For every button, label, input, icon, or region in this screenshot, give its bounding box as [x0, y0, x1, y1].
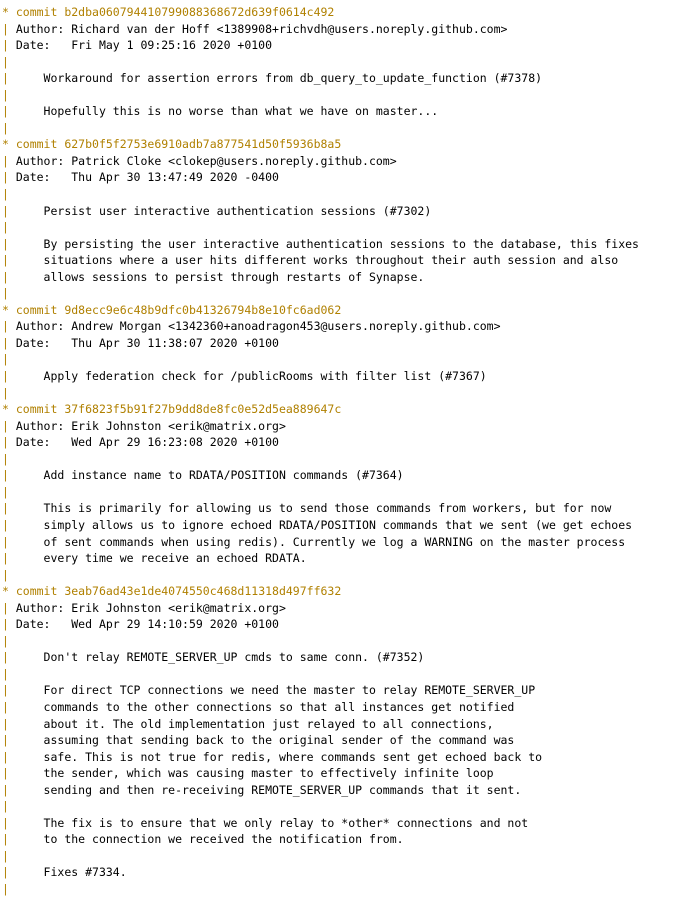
- commit-meta-line: [0, 21, 692, 38]
- graph-edge: |: [2, 335, 16, 350]
- commit-body-line: [0, 749, 692, 766]
- commit-hash: 3eab76ad43e1de4074550c468d11318d497ff632: [57, 584, 342, 599]
- commit-body-text: Fixes #7334.: [15, 865, 127, 880]
- commit-meta-line: [0, 616, 692, 633]
- commit-body-line: [0, 87, 692, 104]
- graph-edge: |: [2, 435, 16, 450]
- commit-meta-text: Date: Wed Apr 29 16:23:08 2020 +0100: [15, 435, 279, 450]
- commit-meta-line: [0, 600, 692, 617]
- commit-body-line: [0, 186, 692, 203]
- graph-edge: |: [2, 683, 16, 698]
- commit-body-text: safe. This is not true for redis, where commands sent get echoed back to: [15, 749, 543, 764]
- commit-body-line: [0, 451, 692, 468]
- commit-meta-line: [0, 418, 692, 435]
- commit-body-text: about it. The old implementation just relayed to all connections,: [15, 716, 494, 731]
- commit-body-text: of sent commands when using redis). Currently we log a WARNING on the master process: [15, 534, 626, 549]
- graph-edge: |: [2, 501, 16, 516]
- commit-body-text: This is primarily for allowing us to send those commands from workers, but for now: [15, 501, 612, 516]
- commit-keyword: commit: [15, 402, 58, 417]
- graph-commit-marker: *: [2, 137, 16, 152]
- graph-edge: |: [2, 187, 16, 202]
- commit-meta-text: Date: Wed Apr 29 14:10:59 2020 +0100: [15, 617, 279, 632]
- graph-edge: |: [2, 220, 16, 235]
- graph-edge: |: [2, 699, 16, 714]
- commit-body-text: the sender, which was causing master to effectively infinite loop: [15, 766, 494, 781]
- commit-meta-text: Author: Erik Johnston <erik@matrix.org>: [15, 418, 286, 433]
- commit-hash: 9d8ecc9e6c48b9dfc0b41326794b8e10fc6ad062: [57, 302, 342, 317]
- commit-body-line: [0, 550, 692, 567]
- commit-body-text: Persist user interactive authentication sessions (#7302): [15, 203, 432, 218]
- graph-edge: |: [2, 71, 16, 86]
- graph-edge: |: [2, 269, 16, 284]
- graph-edge: |: [2, 369, 16, 384]
- commit-body-text: every time we receive an echoed RDATA.: [15, 551, 307, 566]
- commit-body-line: [0, 236, 692, 253]
- commit-body-line: [0, 765, 692, 782]
- graph-commit-marker: *: [2, 302, 16, 317]
- commit-meta-text: Date: Thu Apr 30 11:38:07 2020 +0100: [15, 335, 279, 350]
- graph-edge: |: [2, 567, 16, 582]
- commit-body-line: [0, 385, 692, 402]
- commit-body-line: [0, 864, 692, 881]
- commit-body-line: [0, 517, 692, 534]
- graph-edge: |: [2, 766, 16, 781]
- commit-body-line: [0, 831, 692, 848]
- graph-edge: |: [2, 650, 16, 665]
- graph-edge: |: [2, 815, 16, 830]
- commit-keyword: commit: [15, 5, 58, 19]
- commit-body-text: Don't relay REMOTE_SERVER_UP cmds to same conn. (#7352): [15, 650, 425, 665]
- commit-body-line: [0, 881, 692, 898]
- commit-body-text: Workaround for assertion errors from db_query_to_update_function (#7378): [15, 71, 543, 86]
- graph-commit-marker: *: [2, 5, 16, 19]
- graph-edge: |: [2, 104, 16, 119]
- graph-edge: |: [2, 551, 16, 566]
- commit-body-line: [0, 54, 692, 71]
- graph-edge: |: [2, 848, 16, 863]
- commit-line: [0, 583, 692, 600]
- commit-body-text: By persisting the user interactive authentication sessions to the database, this fixes: [15, 236, 639, 251]
- commit-body-text: For direct TCP connections we need the master to relay REMOTE_SERVER_UP: [15, 683, 536, 698]
- graph-edge: |: [2, 881, 16, 896]
- graph-edge: |: [2, 120, 16, 135]
- commit-body-text: to the connection we received the notification from.: [15, 832, 404, 847]
- graph-edge: |: [2, 749, 16, 764]
- graph-edge: |: [2, 286, 16, 301]
- graph-edge: |: [2, 534, 16, 549]
- commit-body-line: [0, 269, 692, 286]
- graph-edge: |: [2, 21, 16, 36]
- commit-body-text: simply allows us to ignore echoed RDATA/POSITION commands that we sent (we get echoes: [15, 517, 633, 532]
- commit-meta-line: [0, 37, 692, 54]
- commit-body-line: [0, 467, 692, 484]
- commit-line: [0, 302, 692, 319]
- commit-body-line: [0, 815, 692, 832]
- graph-edge: |: [2, 484, 16, 499]
- commit-meta-text: Date: Thu Apr 30 13:47:49 2020 -0400: [15, 170, 279, 185]
- commit-body-line: [0, 716, 692, 733]
- graph-edge: |: [2, 352, 16, 367]
- graph-edge: |: [2, 418, 16, 433]
- commit-meta-text: Author: Andrew Morgan <1342360+anoadragon453@users.noreply.github.com>: [15, 319, 501, 334]
- commit-body-line: [0, 103, 692, 120]
- commit-body-line: [0, 252, 692, 269]
- commit-meta-line: [0, 318, 692, 335]
- commit-meta-line: [0, 169, 692, 186]
- graph-edge: |: [2, 832, 16, 847]
- commit-body-line: [0, 351, 692, 368]
- commit-body-line: [0, 219, 692, 236]
- graph-edge: |: [2, 87, 16, 102]
- commit-body-line: [0, 534, 692, 551]
- commit-hash: b2dba06079441079908836867​2d639f0614c492: [57, 5, 335, 19]
- graph-commit-marker: *: [2, 584, 16, 599]
- commit-meta-line: [0, 153, 692, 170]
- commit-body-text: commands to the other connections so that all instances get notified: [15, 699, 515, 714]
- commit-body-line: [0, 682, 692, 699]
- graph-edge: |: [2, 451, 16, 466]
- graph-edge: |: [2, 600, 16, 615]
- commit-meta-line: [0, 434, 692, 451]
- graph-edge: |: [2, 203, 16, 218]
- commit-body-line: [0, 500, 692, 517]
- commit-line: [0, 136, 692, 153]
- commit-hash: 37f6823f5b91f27b9dd8de8fc0e52d5ea889647c: [57, 402, 342, 417]
- commit-meta-text: Date: Fri May 1 09:25:16 2020 +0100: [15, 38, 273, 53]
- commit-hash: 627b0f5f2753e6910adb7a877541d50f5936b8a5: [57, 137, 342, 152]
- graph-edge: |: [2, 468, 16, 483]
- commit-body-line: [0, 732, 692, 749]
- commit-body-text: Hopefully this is no worse than what we have on master...: [15, 104, 439, 119]
- graph-edge: |: [2, 865, 16, 880]
- graph-edge: |: [2, 666, 16, 681]
- commit-body-line: [0, 798, 692, 815]
- commit-keyword: commit: [15, 584, 58, 599]
- commit-keyword: commit: [15, 302, 58, 317]
- graph-edge: |: [2, 38, 16, 53]
- commit-body-text: allows sessions to persist through restarts of Synapse.: [15, 269, 425, 284]
- graph-edge: |: [2, 617, 16, 632]
- commit-body-text: Add instance name to RDATA/POSITION commands (#7364): [15, 468, 404, 483]
- graph-commit-marker: *: [2, 402, 16, 417]
- graph-edge: |: [2, 782, 16, 797]
- commit-body-text: situations where a user hits different works throughout their auth session and also: [15, 253, 619, 268]
- graph-edge: |: [2, 799, 16, 814]
- commit-meta-text: Author: Erik Johnston <erik@matrix.org>: [15, 600, 286, 615]
- commit-line: [0, 401, 692, 418]
- graph-edge: |: [2, 716, 16, 731]
- commit-body-text: assuming that sending back to the original sender of the command was: [15, 733, 515, 748]
- commit-body-line: [0, 368, 692, 385]
- graph-edge: |: [2, 517, 16, 532]
- commit-meta-line: [0, 335, 692, 352]
- commit-body-line: [0, 699, 692, 716]
- commit-body-line: [0, 633, 692, 650]
- graph-edge: |: [2, 54, 16, 69]
- commit-body-line: [0, 848, 692, 865]
- graph-edge: |: [2, 319, 16, 334]
- commit-body-line: [0, 70, 692, 87]
- graph-edge: |: [2, 170, 16, 185]
- commit-body-line: [0, 203, 692, 220]
- commit-line: [0, 4, 692, 21]
- commit-keyword: commit: [15, 137, 58, 152]
- graph-edge: |: [2, 385, 16, 400]
- commit-body-line: [0, 666, 692, 683]
- commit-body-line: [0, 649, 692, 666]
- graph-edge: |: [2, 253, 16, 268]
- commit-meta-text: Author: Richard van der Hoff <1389908+richvdh@users.noreply.github.com>: [15, 21, 508, 36]
- commit-body-line: [0, 120, 692, 137]
- commit-body-text: Apply federation check for /publicRooms with filter list (#7367): [15, 369, 487, 384]
- commit-body-text: sending and then re-receiving REMOTE_SERVER_UP commands that it sent.: [15, 782, 522, 797]
- graph-edge: |: [2, 733, 16, 748]
- graph-edge: |: [2, 633, 16, 648]
- graph-edge: |: [2, 236, 16, 251]
- commit-body-line: [0, 567, 692, 584]
- commit-body-line: [0, 484, 692, 501]
- commit-body-line: [0, 782, 692, 799]
- commit-meta-text: Author: Patrick Cloke <clokep@users.noreply.github.com>: [15, 153, 397, 168]
- commit-body-text: The fix is to ensure that we only relay to *other* connections and not: [15, 815, 529, 830]
- commit-body-line: [0, 285, 692, 302]
- graph-edge: |: [2, 153, 16, 168]
